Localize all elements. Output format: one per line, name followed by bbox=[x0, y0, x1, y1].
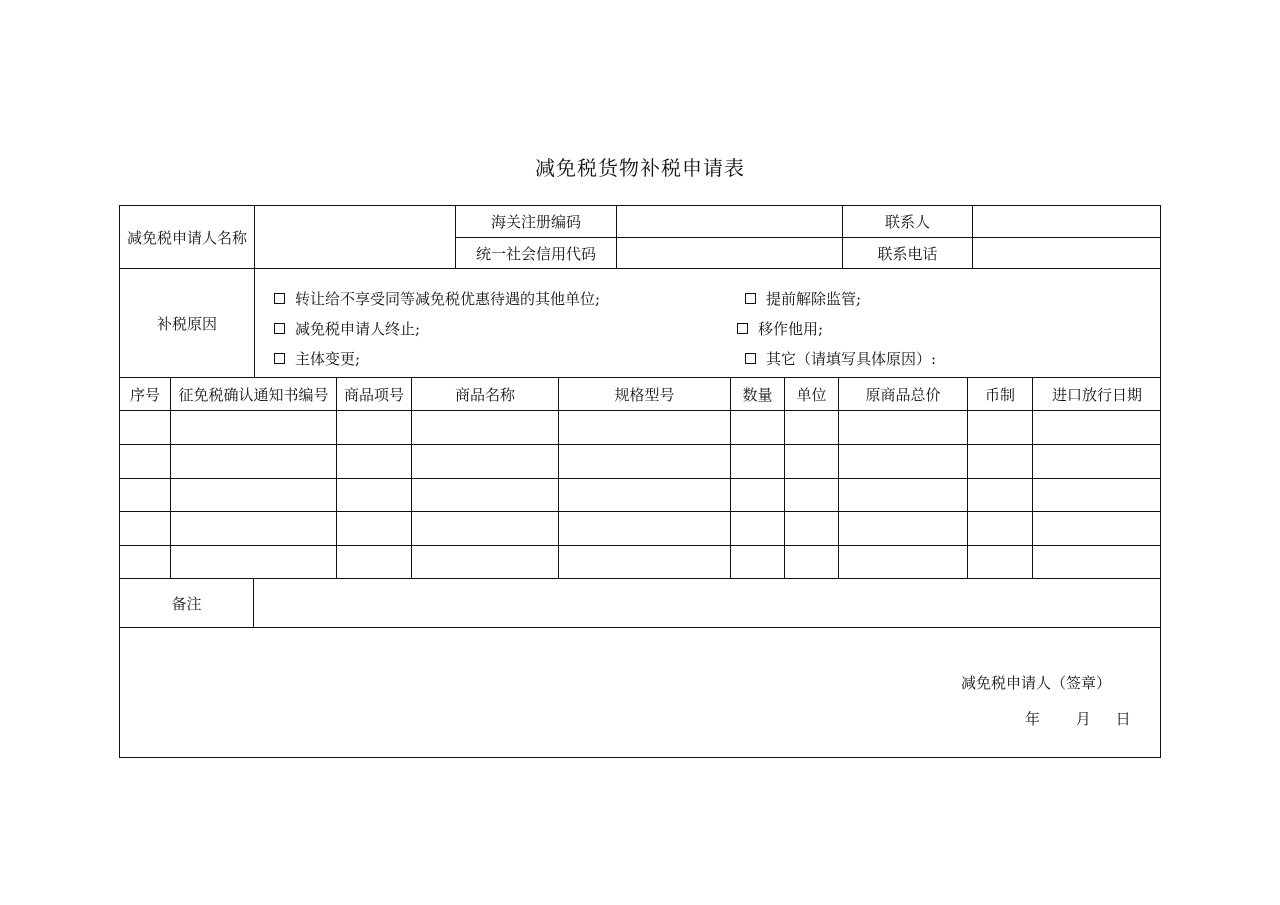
tax-form-table bbox=[119, 205, 1161, 758]
column-header: 征免税确认通知书编号 bbox=[178, 385, 329, 404]
applicant-name-label: 减免税申请人名称 bbox=[126, 228, 247, 247]
date-day: 日 bbox=[1115, 710, 1131, 728]
reason-option-termination[interactable] bbox=[274, 318, 420, 339]
column-header: 序号 bbox=[129, 385, 160, 404]
date-month: 月 bbox=[1075, 710, 1091, 728]
checkbox[interactable] bbox=[745, 353, 756, 364]
option-label: 其它（请填写具体原因）: bbox=[766, 350, 937, 368]
credit-code-label: 统一社会信用代码 bbox=[475, 244, 596, 263]
customs-code-field[interactable] bbox=[617, 206, 842, 237]
reason-label: 补税原因 bbox=[156, 314, 217, 333]
option-label: 减免税申请人终止; bbox=[295, 320, 421, 338]
table-row[interactable] bbox=[120, 411, 1161, 444]
option-label: 提前解除监管; bbox=[766, 290, 862, 308]
contact-label: 联系人 bbox=[884, 213, 930, 231]
column-header: 商品项号 bbox=[343, 385, 404, 404]
remarks-field[interactable] bbox=[254, 579, 1161, 627]
reason-option-entity-change[interactable] bbox=[274, 348, 360, 369]
customs-code-label: 海关注册编码 bbox=[490, 213, 581, 231]
table-row[interactable] bbox=[120, 445, 1161, 478]
phone-label: 联系电话 bbox=[877, 244, 938, 263]
table-row[interactable] bbox=[120, 546, 1161, 578]
phone-field[interactable] bbox=[973, 238, 1161, 268]
option-label: 转让给不享受同等减免税优惠待遇的其他单位; bbox=[295, 290, 601, 308]
option-label: 主体变更; bbox=[295, 350, 361, 368]
checkbox[interactable] bbox=[274, 353, 285, 364]
column-header: 商品名称 bbox=[454, 385, 515, 404]
column-header: 进口放行日期 bbox=[1051, 385, 1142, 404]
reason-option-other-use[interactable] bbox=[737, 318, 823, 339]
table-row[interactable] bbox=[120, 512, 1161, 545]
date-year: 年 bbox=[1025, 710, 1041, 728]
reason-option-early-release[interactable] bbox=[745, 288, 861, 309]
option-label: 移作他用; bbox=[758, 320, 824, 338]
checkbox[interactable] bbox=[737, 323, 748, 334]
credit-code-field[interactable] bbox=[617, 238, 842, 268]
divider bbox=[254, 268, 255, 377]
signature-date bbox=[1025, 708, 1131, 729]
table-row[interactable] bbox=[120, 479, 1161, 511]
applicant-name-field[interactable] bbox=[255, 206, 455, 268]
column-header: 币制 bbox=[984, 385, 1015, 404]
contact-field[interactable] bbox=[973, 206, 1161, 237]
column-header: 规格型号 bbox=[614, 385, 675, 404]
checkbox[interactable] bbox=[274, 293, 285, 304]
remarks-label: 备注 bbox=[171, 594, 202, 613]
column-header: 数量 bbox=[742, 385, 773, 404]
form-title: 减免税货物补税申请表 bbox=[535, 156, 745, 180]
checkbox[interactable] bbox=[745, 293, 756, 304]
divider bbox=[120, 627, 1161, 628]
column-header: 原商品总价 bbox=[865, 385, 941, 404]
reason-option-other[interactable] bbox=[745, 348, 936, 369]
signature-label: 减免税申请人（签章） bbox=[961, 674, 1112, 692]
reason-option-transfer[interactable] bbox=[274, 288, 600, 309]
divider bbox=[120, 268, 1161, 269]
checkbox[interactable] bbox=[274, 323, 285, 334]
column-header: 单位 bbox=[796, 385, 827, 404]
